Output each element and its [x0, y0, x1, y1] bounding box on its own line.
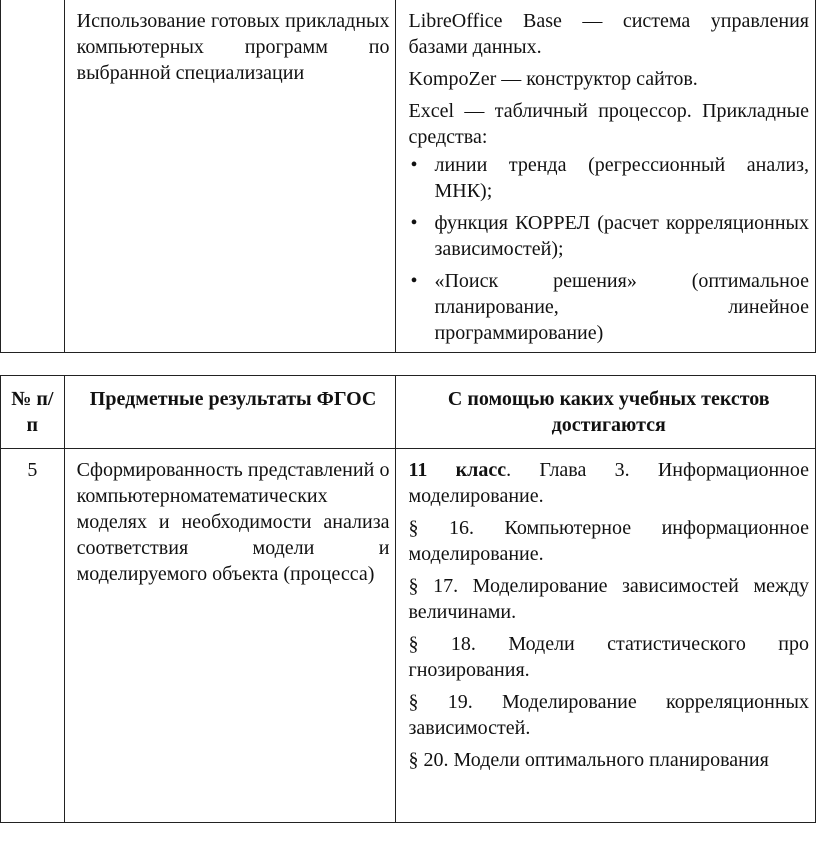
tools-list: [408, 152, 809, 346]
table-row: [1, 0, 816, 353]
result-cell: [64, 0, 396, 353]
grade-label: 11 класс: [408, 459, 507, 481]
list-item: • линии тренда (регрессионный анализ, МНК);: [408, 152, 809, 204]
header-row: [1, 376, 816, 449]
top-table: [0, 0, 816, 353]
list-item: • функция КОРРЕЛ (расчет корреляционных зависимостей);: [408, 210, 809, 262]
header-texts: С помощью каких учебных текстов достигаются: [396, 376, 816, 449]
table-row: [1, 449, 816, 823]
header-results: Предметные результаты ФГОС: [64, 376, 396, 449]
section-item: § 18. Модели статистического про гнозирования.: [408, 633, 809, 681]
texts-cell: [396, 0, 816, 353]
section-item: § 19. Моделирование корреляционных зависимостей.: [408, 691, 809, 739]
texts-lead: [408, 457, 809, 509]
section-item: § 17. Моделирование зависимостей между величинами.: [408, 575, 809, 623]
section-item: § 20. Модели оптимального планирования: [408, 749, 769, 771]
texts-paragraph: Excel — табличный процессор. Прикладные средства:: [408, 100, 809, 148]
chapter-title: . Глава 3. Информационное моделирование.: [408, 459, 809, 507]
row-number: 5: [1, 449, 65, 823]
number-cell: [1, 0, 65, 353]
texts-paragraph: KompoZer — конструктор сайтов.: [408, 68, 698, 90]
result-cell: [64, 449, 396, 823]
section-item: § 16. Компьютерное информационное моделирование.: [408, 517, 809, 565]
result-text: Сформированность представлений о компьютерноматематических моделях и необходимости анализа соответствия модели и моделируемого объекта (процесса): [76, 459, 390, 585]
list-item: • «Поиск решения» (оптимальное планирование, линейное программирование): [408, 268, 809, 346]
bottom-table: [0, 375, 816, 823]
texts-paragraph: LibreOffice Base — система управления базами данных.: [408, 10, 809, 58]
result-text: Использование готовых прикладных компьютерных программ по выбранной специализации: [76, 10, 390, 84]
header-number: № п/п: [1, 376, 65, 449]
texts-cell: [396, 449, 816, 823]
